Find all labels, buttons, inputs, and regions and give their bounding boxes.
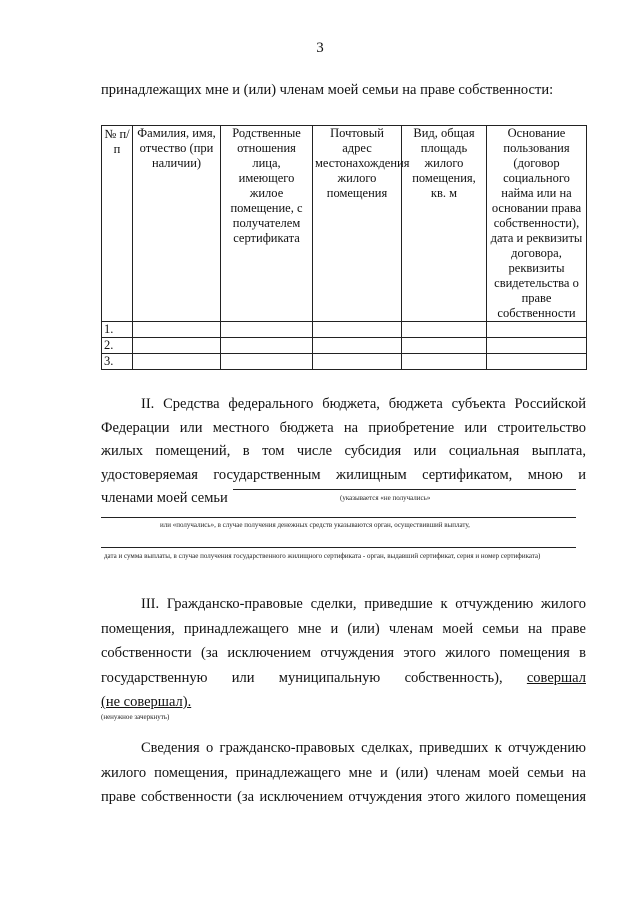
page-number: 3 [316, 40, 324, 56]
column-header-name: Фамилия, имя, отчество (при наличии) [133, 126, 221, 322]
fill-line [233, 489, 576, 490]
section-4-line: жилого помещения, принадлежащего мне и (или) членам моей семьи на [101, 764, 586, 781]
column-header-number: № п/п [102, 126, 133, 322]
table-header-row [102, 126, 587, 322]
property-table [101, 125, 587, 370]
section-3-line: III. Гражданско-правовые сделки, приведшие к отчуждению жилого [141, 596, 586, 612]
column-header-relation: Родственные отношения лица, имеющего жилое помещение, с получателем сертификата [221, 126, 313, 322]
section-2-line-last: членами моей семьи [101, 490, 228, 506]
option-committed: совершал [526, 669, 586, 686]
word: государственную [101, 669, 208, 686]
fill-line [101, 547, 576, 548]
section-4-line: Сведения о гражданско-правовых сделках, приведших к отчуждению [141, 740, 586, 756]
section-2-line: II. Средства федерального бюджета, бюджета субъекта Российской [141, 396, 586, 412]
row-number: 2. [102, 338, 133, 354]
section-2-line: Федерации или местного бюджета на приобретение или строительство [101, 419, 586, 436]
word: собственность), [404, 669, 503, 686]
option-not-committed: (не совершал). [101, 694, 192, 710]
column-header-basis: Основание пользования (договор социального найма или на основании права собственности), дата и реквизиты договора, реквизиты свидетельства о праве собственности [487, 126, 587, 322]
word: муниципальную [278, 669, 381, 686]
section-2-line: удостоверяемая государственным жилищным сертификатом, мною и [101, 466, 586, 483]
section-3-line: помещения, принадлежащего мне и (или) членам моей семьи на праве [101, 620, 586, 637]
section-3-paragraph [101, 592, 586, 715]
section-2-line: жилых помещений, в том числе субсидия или социальная выплата, [101, 443, 586, 459]
intro-text: принадлежащих мне и (или) членам моей семьи на праве собственности: [101, 82, 554, 98]
table-row [102, 354, 587, 370]
section-3-line: собственности (за исключением отчуждения этого жилого помещения в [101, 645, 586, 661]
table-row [102, 338, 587, 354]
row-number: 1. [102, 322, 133, 338]
note-not-received: (указывается «не получались» [340, 494, 431, 502]
section-2-paragraph [101, 393, 586, 511]
note-received: или «получались», в случае получения денежных средств указываются орган, осуществивший выплату, [160, 521, 470, 529]
note-strike-out: (ненужное зачеркнуть) [101, 713, 170, 721]
word: или [231, 669, 255, 686]
section-4-paragraph [101, 736, 586, 810]
section-3-line [101, 666, 586, 691]
table-row [102, 322, 587, 338]
column-header-address: Почтовый адрес местонахождения жилого помещения [313, 126, 402, 322]
fill-line [101, 517, 576, 518]
section-4-line: праве собственности (за исключением отчуждения этого жилого помещения [101, 789, 586, 805]
column-header-area: Вид, общая площадь жилого помещения, кв. м [402, 126, 487, 322]
note-certificate: дата и сумма выплаты, в случае получения государственного жилищного сертификата - орган, выдавший сертификат, серия и номер сертификата) [104, 552, 541, 560]
row-number: 3. [102, 354, 133, 370]
